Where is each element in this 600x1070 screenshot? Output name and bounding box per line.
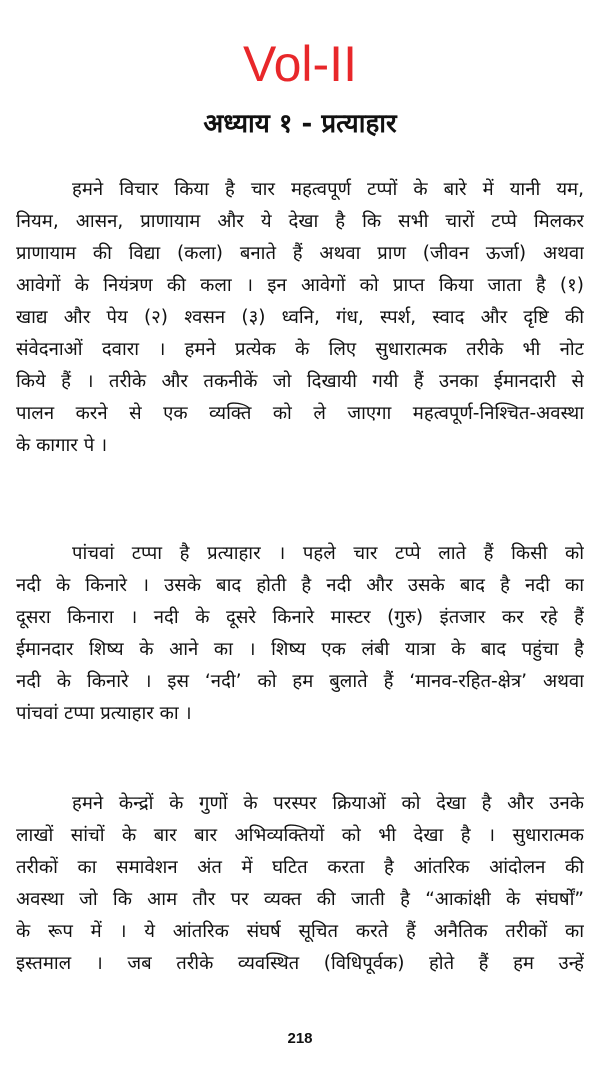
paragraph-line: इस्तमाल । जब तरीके व्यवस्थित (विधिपूर्वक) होते हैं हम उन्हें xyxy=(16,953,584,974)
paragraph-line: नदी के किनारे । उसके बाद होती है नदी और उसके बाद है नदी का xyxy=(16,575,584,596)
paragraph-line: हमने विचार किया है चार महत्वपूर्ण टप्पों के बारे में यानी यम, xyxy=(72,179,584,200)
paragraph-line: अवस्था जो कि आम तौर पर व्यक्त की जाती है “आकांक्षी के संघर्षों” xyxy=(16,889,584,910)
paragraph-line: लाखों सांचों के बार बार अभिव्यक्तियों को भी देखा है । सुधारात्मक xyxy=(16,825,584,846)
paragraph-2 xyxy=(16,538,584,730)
paragraph-line: ईमानदार शिष्य के आने का । शिष्य एक लंबी यात्रा के बाद पहुंचा है xyxy=(16,639,584,660)
paragraph-line: खाद्य और पेय (२) श्वसन (३) ध्वनि, गंध, स्पर्श, स्वाद और दृष्टि की xyxy=(16,307,584,328)
paragraph-line: संवेदनाओं दवारा । हमने प्रत्येक के लिए सुधारात्मक तरीके भी नोट xyxy=(16,339,584,360)
paragraph-line: के रूप में । ये आंतरिक संघर्ष सूचित करते हैं अनैतिक तरीकों का xyxy=(16,921,584,942)
page-number: 218 xyxy=(287,1030,313,1047)
paragraph-line: नदी के किनारे । इस ‘नदी’ को हम बुलाते हैं ‘मानव-रहित-क्षेत्र’ अथवा xyxy=(16,671,584,692)
paragraph-line: किये हैं । तरीके और तकनीकें जो दिखायी गयी हैं उनका ईमानदारी से xyxy=(16,371,584,392)
paragraph-line: पांचवां टप्पा है प्रत्याहार । पहले चार टप्पे लाते हैं किसी को xyxy=(72,543,584,564)
paragraph-1 xyxy=(16,174,584,462)
paragraph-line: तरीकों का समावेशन अंत में घटित करता है आंतरिक आंदोलन की xyxy=(16,857,584,878)
paragraph-line: नियम, आसन, प्राणायाम और ये देखा है कि सभी चारों टप्पे मिलकर xyxy=(16,211,584,232)
volume-title: Vol-II xyxy=(243,36,357,92)
chapter-title: अध्याय १ - प्रत्याहार xyxy=(203,109,397,139)
paragraph-line: के कागार पे । xyxy=(16,435,108,456)
paragraph-line: पालन करने से एक व्यक्ति को ले जाएगा महत्वपूर्ण-निश्चित-अवस्था xyxy=(16,403,584,424)
paragraph-line: प्राणायाम की विद्या (कला) बनाते हैं अथवा प्राण (जीवन ऊर्जा) अथवा xyxy=(16,243,584,264)
paragraph-line: दूसरा किनारा । नदी के दूसरे किनारे मास्टर (गुरु) इंतजार कर रहे हैं xyxy=(16,607,584,628)
paragraph-3 xyxy=(16,788,584,980)
paragraph-line: हमने केन्द्रों के गुणों के परस्पर क्रियाओं को देखा है और उनके xyxy=(72,793,584,814)
paragraph-line: पांचवां टप्पा प्रत्याहार का । xyxy=(16,703,192,724)
paragraph-line: आवेगों के नियंत्रण की कला । इन आवेगों को प्राप्त किया जाता है (१) xyxy=(16,275,584,296)
